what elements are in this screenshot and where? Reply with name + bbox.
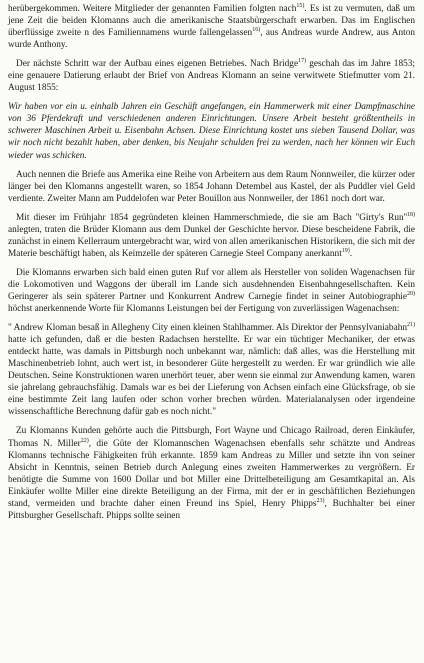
- footnote-marker: 22): [80, 437, 89, 444]
- body-paragraph: [8, 58, 415, 94]
- text-run: herübergekommen. Weitere Mitglieder der genannten Familien folgten nach: [8, 4, 297, 14]
- footnote-marker: 17): [298, 58, 307, 65]
- footnote-marker: 21): [407, 321, 415, 328]
- body-paragraph: [8, 212, 415, 260]
- body-paragraph: [8, 3, 415, 51]
- footnote-marker: 16): [252, 27, 261, 33]
- text-run: , aus Andreas wurde Andrew, aus Anton wurde Anthony.: [8, 28, 416, 51]
- footnote-marker: 23): [316, 497, 325, 504]
- text-run: Die Klomanns erwarben sich bald einen guten Ruf vor allem als Hersteller von soliden Wagenachsen für die Lokomotiven und Waggons der überall im Lande sich ausdehnenden Eisenbahngesellschaften. Kein Geringerer als sein späterer Partner und Konkurrent Andrew Carnegie findet in seiner Autobiographie: [8, 267, 415, 302]
- text-run: .: [349, 248, 353, 259]
- text-run: Mit dieser im Frühjahr 1854 gegründeten kleinen Hammerschmiede, die sie am Bach ''Girty's Run'': [16, 212, 407, 223]
- text-run: , die Güte der Klomannschen Wagenachsen ebenfalls sehr schätzte und Andreas Klomanns technische Fähigkeiten früh erkannte. 1859 kam Andreas zu Miller und setzte ihn von seiner Absicht in Kenntnis, seinen Betrieb durch Anlegung eines zweiten Hammerwerkes zu vergrößern. Er benötigte die Summe von 1600 Dollar und bot Miller eine Drittelbeteiligung am Gesamtkapital an. Als Einkäufer wollte Miller eine direkte Beteiligung an der Firma, mit der er in geschäftlichen Beziehungen stand, vermeiden und brachte daher einen Freund ins Spiel, Henry Phipps: [8, 438, 415, 509]
- text-run: Der nächste Schritt war der Aufbau eines eigenen Betriebes. Nach Bridge: [16, 59, 299, 70]
- footnote-marker: 18): [407, 211, 415, 218]
- text-run: . Es ist zu vermuten, daß um jene Zeit die beiden Klomanns auch die amerikanische Staatsbürgerschaft erwarben. Das im Englischen überflüssige zweite n des Familiennamens wurde fallengelassen: [8, 4, 415, 39]
- text-run: höchst anerkennende Worte für Klomanns Leistungen bei der Fertigung von zuverlässigen Wagenachsen:: [8, 304, 400, 315]
- footnote-marker: 15): [296, 2, 305, 9]
- text-run: Wir haben vor ein u. einhalb Jahren ein Geschäft angefangen, ein Hammerwerk mit einer Dampfmaschine von 36 Pferdekraft und verschiedenen anderen Einrichtungen. Unsere Arbeit besteht größtentheils in schwerer Maschinen Arbeit u. Eisenbahn Achsen. Diese Einrichtung kostet uns sieben Tausend Dollar, was wir noch nicht bezahlt haben, aber denken, bis Neujahr schulden frei zu werden, nach her können wir Euch wieder was schicken.: [8, 102, 415, 161]
- text-run: Auch nennen die Briefe aus Amerika eine Reihe von Arbeitern aus dem Raum Nonnweiler, die kürzer oder länger bei den Klomanns angestellt waren, so 1854 Johann Detembel aus Kastel, der als Puddler viel Geld verdiente. Zweiter Mann am Puddelofen war Peter Bouillon aus Nonnweiler, der 1861 noch dort war.: [8, 169, 415, 204]
- body-paragraph: [8, 267, 415, 315]
- text-run: geschah das im Jahre 1853; eine genauere Datierung erlaubt der Brief von Andreas Klomann an seine verwitwete Stiefmutter vom 21. August 1855:: [8, 59, 415, 94]
- block-quote: [8, 322, 415, 418]
- footnote-marker: 20): [407, 290, 415, 297]
- body-paragraph: [8, 425, 415, 521]
- footnote-marker: 19): [341, 247, 350, 254]
- block-quote: [8, 101, 415, 161]
- text-run: Zu Klomanns Kunden gehörte auch die Pittsburgh, Fort Wayne und Chicago Railroad, deren Einkäufer, Thomas N. Miller: [8, 426, 415, 449]
- text-run: anlegten, traten die Brüder Klomann aus dem Dunkel der Geschichte hervor. Diese bescheidene Fabrik, die zunächst in einem Kellerraum untergebracht war, wird von allen amerikanischen Historikern, die sich mit der Materie beschäftigt haben, als Keimzelle der späteren Carnegie Steel Company anerkannt: [8, 224, 415, 259]
- text-run: , Buchhalter bei einer Pittsburgher Gesellschaft. Phipps sollte seinen: [8, 498, 415, 521]
- text-run: " Andrew Kloman besaß in Allegheny City einen kleinen Stahlhammer. Als Direktor der Pennsylvaniabahn: [8, 323, 407, 334]
- body-paragraph: [8, 169, 415, 205]
- text-run: hatte ich gefunden, daß er die besten Radachsen herstellte. Er war ein tüchtiger Mechaniker, der etwas entdeckt hatte, was damals in Pittsburgh noch unbekannt war, nämlich: daß alles, was die Herstellung mit Maschinenbetrieb lohnt, auch wert ist, in besonderer Güte hergestellt zu werden. Er war gründlich wie alle Deutschen. Seine Konstruktionen waren unerhört teuer, aber wenn sie einmal zur Anwendung kamen, waren sie jahrelang gebrauchsfähig. Damals war es bei der Lieferung von Achsen einfach eine Glücksfrage, ob sie eine bestimmte Zeit lang laufen oder schon vorher brechen würden. Materialanalysen oder irgendeine wissenschaftliche Berechnung dafür gab es noch nicht.": [8, 335, 415, 418]
